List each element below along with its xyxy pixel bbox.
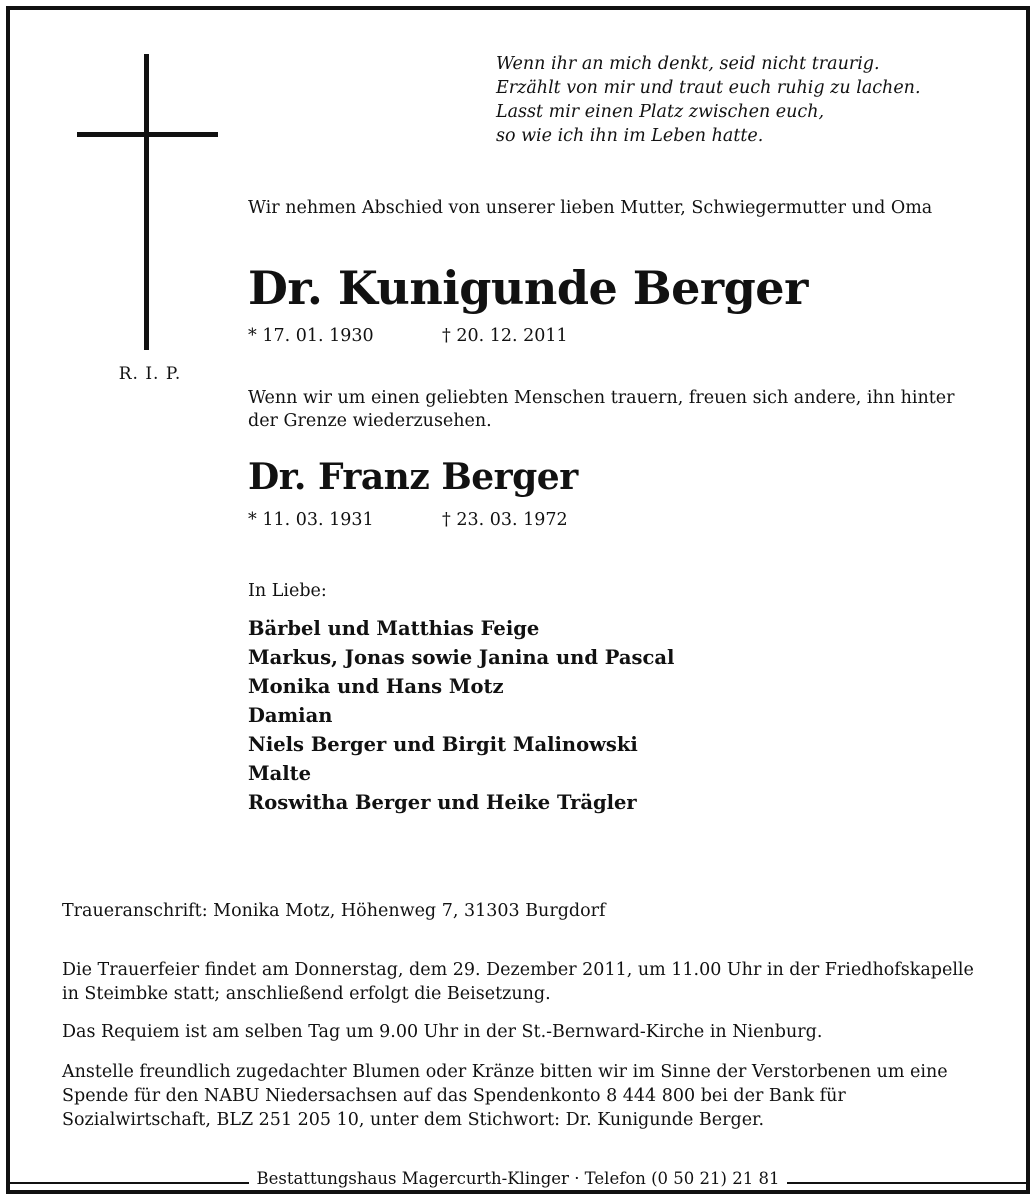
birth-date: * 17. 01. 1930 [248,326,374,346]
family-member: Monika und Hans Motz [248,675,504,698]
family-member: Bärbel und Matthias Feige [248,617,540,640]
poem [496,52,1016,148]
obituary-frame [6,6,1030,1194]
cross-icon-bar [77,132,218,137]
poem-line: Wenn ihr an mich denkt, seid nicht traurig. [496,54,880,74]
deceased-dates [248,325,568,347]
intro-text: Wir nehmen Abschied von unserer lieben Mutter, Schwiegermutter und Oma [248,198,933,218]
death-date: † 23. 03. 1972 [442,510,568,530]
death-date: † 20. 12. 2011 [442,326,568,346]
family-member: Roswitha Berger und Heike Trägler [248,791,637,814]
mourning-address: Traueranschrift: Monika Motz, Höhenweg 7, 31303 Burgdorf [62,901,606,921]
rip-label: R. I. P. [118,364,182,384]
family-member: Niels Berger und Birgit Malinowski [248,733,638,756]
in-liebe-label: In Liebe: [248,581,327,601]
deceased-name: Dr. Kunigunde Berger [248,261,808,315]
predeceased-name: Dr. Franz Berger [248,456,578,498]
donation-paragraph: Anstelle freundlich zugedachter Blumen oder Kränze bitten wir im Sinne der Verstorbenen um eine Spende für den NABU Niedersachsen auf das Spendenkonto 8 444 800 bei der Bank für Sozialwirtschaft, BLZ 251 205 10, unter dem Stichwort: Dr. Kunigunde Berger. [62,1062,948,1130]
quote-text: Wenn wir um einen geliebten Menschen trauern, freuen sich andere, ihn hinter der Grenze wiederzusehen. [248,388,955,431]
poem-line: Erzählt von mir und traut euch ruhig zu lachen. [496,78,921,98]
birth-date: * 11. 03. 1931 [248,510,374,530]
funeral-home-info: Bestattungshaus Magercurth-Klinger · Telefon (0 50 21) 21 81 [249,1169,788,1188]
family-list [248,614,674,817]
family-member: Malte [248,762,312,785]
poem-line: Lasst mir einen Platz zwischen euch, [496,102,825,122]
ceremony-paragraph: Die Trauerfeier findet am Donnerstag, dem 29. Dezember 2011, um 11.00 Uhr in der Friedhofskapelle in Steimbke statt; anschließend erfolgt die Beisetzung. [62,960,974,1004]
predeceased-dates [248,509,568,531]
requiem-paragraph: Das Requiem ist am selben Tag um 9.00 Uhr in der St.-Bernward-Kirche in Nienburg. [62,1022,823,1042]
cross-icon [144,54,149,350]
family-member: Damian [248,704,333,727]
footer [0,1168,1036,1190]
poem-line: so wie ich ihn im Leben hatte. [496,126,764,146]
family-member: Markus, Jonas sowie Janina und Pascal [248,646,675,669]
